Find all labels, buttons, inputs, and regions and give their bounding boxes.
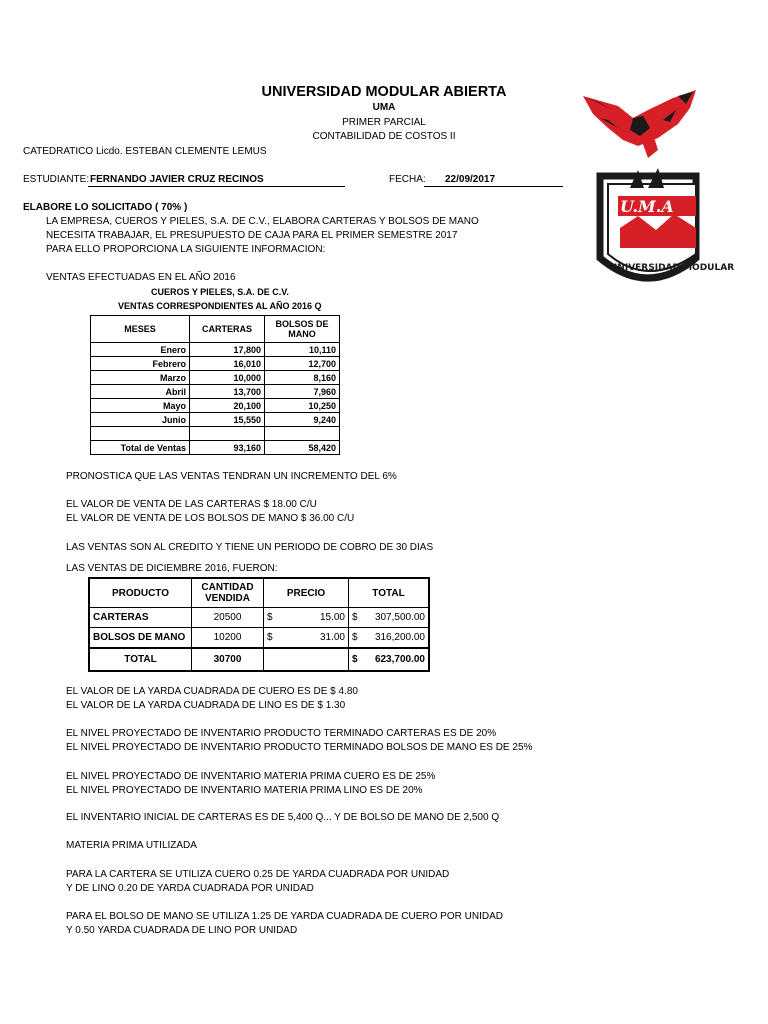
precio-cell: 15.00	[280, 608, 349, 628]
course-title: CONTABILIDAD DE COSTOS II	[312, 131, 456, 142]
university-title: UNIVERSIDAD MODULAR ABIERTA	[261, 84, 507, 100]
catedratico-line: CATEDRATICO Licdo. ESTEBAN CLEMENTE LEMUS	[23, 146, 267, 157]
total-label: Total de Ventas	[91, 441, 190, 455]
month-cell: Mayo	[91, 399, 190, 413]
currency-symbol: $	[264, 628, 281, 649]
mp-title: MATERIA PRIMA UTILIZADA	[66, 840, 197, 851]
bolsos-cell: 9,240	[265, 413, 340, 427]
table-row	[89, 608, 429, 628]
total-value: 623,700.00	[365, 648, 429, 671]
header-meses: MESES	[91, 316, 190, 343]
logo-ring-text: UNIVERSIDAD MODULAR	[610, 263, 735, 273]
table-row	[91, 371, 340, 385]
table-total-row	[91, 441, 340, 455]
shield-emblem	[600, 168, 734, 278]
cantidad-cell: 20500	[192, 608, 264, 628]
table1-caption: VENTAS CORRESPONDIENTES AL AÑO 2016 Q	[118, 301, 322, 311]
pronostico-line: PRONOSTICA QUE LAS VENTAS TENDRAN UN INCREMENTO DEL 6%	[66, 471, 397, 482]
month-cell: Junio	[91, 413, 190, 427]
diciembre-line: LAS VENTAS DE DICIEMBRE 2016, FUERON:	[66, 563, 278, 574]
carteras-cell: 17,800	[190, 343, 265, 357]
carteras-cell: 10,000	[190, 371, 265, 385]
month-cell: Abril	[91, 385, 190, 399]
bolsos-cell: 10,250	[265, 399, 340, 413]
table-empty-row	[91, 427, 340, 441]
cartera-mp-line-1: PARA LA CARTERA SE UTILIZA CUERO 0.25 DE YARDA CUADRADA POR UNIDAD	[66, 869, 450, 880]
table-row	[91, 357, 340, 371]
nivel-pt-carteras-line: EL NIVEL PROYECTADO DE INVENTARIO PRODUCTO TERMINADO CARTERAS ES DE 20%	[66, 728, 497, 739]
producto-cell: BOLSOS DE MANO	[89, 628, 192, 649]
fecha-value: 22/09/2017	[445, 174, 496, 185]
credito-line: LAS VENTAS SON AL CREDITO Y TIENE UN PERIODO DE COBRO DE 30 DIAS	[66, 542, 434, 553]
month-cell: Marzo	[91, 371, 190, 385]
intro-line-2: NECESITA TRABAJAR, EL PRESUPUESTO DE CAJA PARA EL PRIMER SEMESTRE 2017	[46, 230, 458, 241]
estudiante-label: ESTUDIANTE:	[23, 174, 90, 185]
table-row	[91, 385, 340, 399]
intro-line-3: PARA ELLO PROPORCIONA LA SIGUIENTE INFORMACION:	[46, 244, 326, 255]
month-cell: Enero	[91, 343, 190, 357]
table-row	[89, 628, 429, 649]
fecha-underline	[424, 186, 563, 187]
total-cell: 316,200.00	[365, 628, 429, 649]
header-producto: PRODUCTO	[89, 578, 192, 608]
estudiante-name: FERNANDO JAVIER CRUZ RECINOS	[90, 174, 264, 185]
bolso-mp-line-2: Y 0.50 YARDA CUADRADA DE LINO POR UNIDAD	[66, 925, 298, 936]
university-abbr: UMA	[372, 102, 396, 113]
table-total-row	[89, 648, 429, 671]
total-carteras: 93,160	[190, 441, 265, 455]
currency-symbol: $	[349, 648, 366, 671]
yarda-cuero-line: EL VALOR DE LA YARDA CUADRADA DE CUERO ES DE $ 4.80	[66, 686, 358, 697]
carteras-cell: 16,010	[190, 357, 265, 371]
precio-cell: 31.00	[280, 628, 349, 649]
table-header-row	[91, 316, 340, 343]
bolsos-cell: 8,160	[265, 371, 340, 385]
empty-cell	[265, 427, 340, 441]
total-label: TOTAL	[89, 648, 192, 671]
table-row	[91, 413, 340, 427]
empty-cell	[91, 427, 190, 441]
nivel-mp-cuero-line: EL NIVEL PROYECTADO DE INVENTARIO MATERIA PRIMA CUERO ES DE 25%	[66, 771, 436, 782]
fecha-label: FECHA:	[389, 174, 426, 185]
table-row	[91, 399, 340, 413]
currency-symbol: $	[264, 608, 281, 628]
table-header-row	[89, 578, 429, 608]
total-cantidad: 30700	[192, 648, 264, 671]
sales-2016-table	[90, 315, 340, 455]
nivel-pt-bolsos-line: EL NIVEL PROYECTADO DE INVENTARIO PRODUCTO TERMINADO BOLSOS DE MANO ES DE 25%	[66, 742, 533, 753]
table1-company: CUEROS Y PIELES, S.A. DE C.V.	[151, 287, 289, 297]
estudiante-underline	[88, 186, 345, 187]
inventario-inicial-line: EL INVENTARIO INICIAL DE CARTERAS ES DE 5,400 Q... Y DE BOLSO DE MANO DE 2,500 Q	[66, 812, 500, 823]
header-bolsos: BOLSOS DE MANO	[265, 316, 340, 343]
december-sales-table	[88, 577, 430, 672]
producto-cell: CARTERAS	[89, 608, 192, 628]
exam-title: PRIMER PARCIAL	[342, 117, 426, 128]
table-row	[91, 343, 340, 357]
month-cell: Febrero	[91, 357, 190, 371]
empty-cell	[264, 648, 349, 671]
nivel-mp-lino-line: EL NIVEL PROYECTADO DE INVENTARIO MATERIA PRIMA LINO ES DE 20%	[66, 785, 423, 796]
total-bolsos: 58,420	[265, 441, 340, 455]
bolsos-cell: 12,700	[265, 357, 340, 371]
carteras-cell: 13,700	[190, 385, 265, 399]
valor-bolsos-line: EL VALOR DE VENTA DE LOS BOLSOS DE MANO $ 36.00 C/U	[66, 513, 355, 524]
header-total: TOTAL	[349, 578, 430, 608]
empty-cell	[190, 427, 265, 441]
header-cantidad: CANTIDAD VENDIDA	[192, 578, 264, 608]
ventas-label: VENTAS EFECTUADAS EN EL AÑO 2016	[46, 272, 236, 283]
yarda-lino-line: EL VALOR DE LA YARDA CUADRADA DE LINO ES DE $ 1.30	[66, 700, 346, 711]
header-carteras: CARTERAS	[190, 316, 265, 343]
bolsos-cell: 10,110	[265, 343, 340, 357]
solicitado-heading: ELABORE LO SOLICITADO ( 70% )	[23, 202, 188, 213]
logo-text: U.M.A	[620, 197, 674, 216]
cartera-mp-line-2: Y DE LINO 0.20 DE YARDA CUADRADA POR UNIDAD	[66, 883, 314, 894]
bolso-mp-line-1: PARA EL BOLSO DE MANO SE UTILIZA 1.25 DE YARDA CUADRADA DE CUERO POR UNIDAD	[66, 911, 503, 922]
cantidad-cell: 10200	[192, 628, 264, 649]
carteras-cell: 15,550	[190, 413, 265, 427]
currency-symbol: $	[349, 628, 366, 649]
header-precio: PRECIO	[264, 578, 349, 608]
university-logo	[578, 88, 735, 298]
bolsos-cell: 7,960	[265, 385, 340, 399]
currency-symbol: $	[349, 608, 366, 628]
intro-line-1: LA EMPRESA, CUEROS Y PIELES, S.A. DE C.V., ELABORA CARTERAS Y BOLSOS DE MANO	[46, 216, 479, 227]
total-cell: 307,500.00	[365, 608, 429, 628]
eagle-emblem	[583, 90, 696, 158]
valor-carteras-line: EL VALOR DE VENTA DE LAS CARTERAS $ 18.00 C/U	[66, 499, 317, 510]
carteras-cell: 20,100	[190, 399, 265, 413]
